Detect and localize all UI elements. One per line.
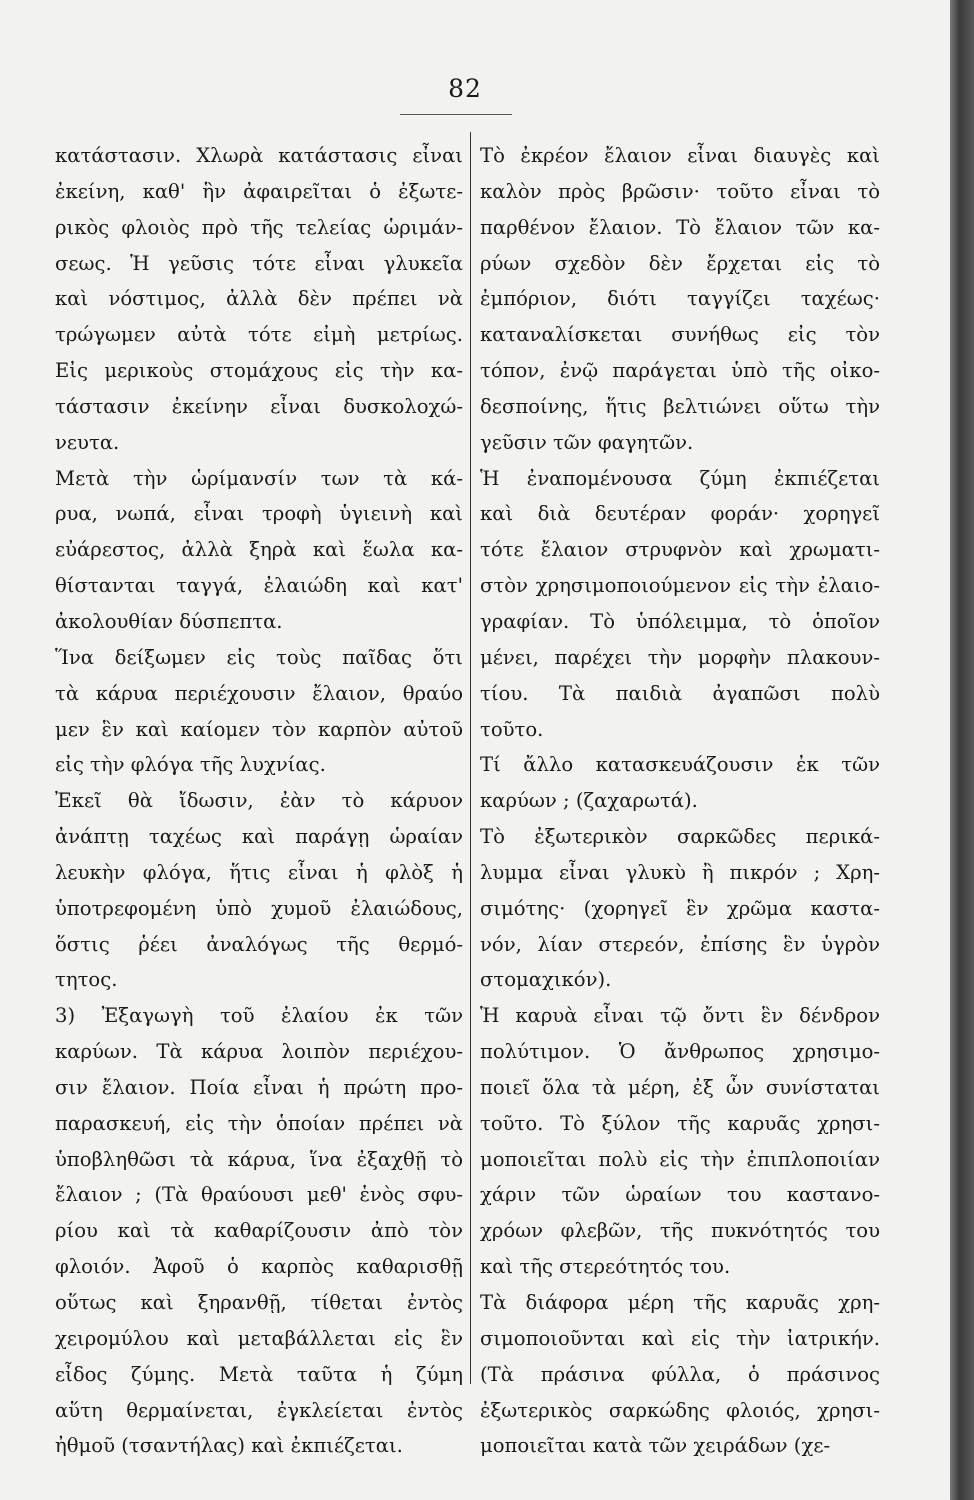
text-line: σιμότης· (χορηγεῖ ἓν χρῶμα καστα-	[480, 896, 880, 920]
text-line: ρυα, νωπά, εἶναι τροφὴ ὑγιεινὴ καὶ	[55, 502, 463, 526]
text-line: ποιεῖ ὅλα τὰ μέρη, ἐξ ὧν συνίσταται	[480, 1075, 880, 1099]
text-line: λυμμα εἶναι γλυκὺ ἢ πικρόν ; Χρη-	[480, 860, 880, 884]
text-line: μεν ἓν καὶ καίομεν τὸν καρπὸν αὐτοῦ	[55, 717, 463, 741]
text-line: ρίου καὶ τὰ καθαρίζουσιν ἀπὸ τὸν	[55, 1219, 463, 1243]
text-line: καλὸν πρὸς βρῶσιν· τοῦτο εἶναι τὸ	[480, 179, 880, 203]
text-line: Ἡ ἐναπομένουσα ζύμη ἐκπιέζεται	[480, 466, 880, 490]
text-line: πολύτιμον. Ὁ ἄνθρωπος χρησιμο-	[480, 1040, 880, 1064]
text-line: Ἐκεῖ θὰ ἴδωσιν, ἐὰν τὸ κάρυον	[55, 789, 463, 813]
text-line: τοῦτο.	[480, 717, 544, 741]
text-line: Ἵνα δείξωμεν εἰς τοὺς παῖδας ὅτι	[55, 645, 463, 669]
text-line: τοῦτο. Τὸ ξύλον τῆς καρυᾶς χρησι-	[480, 1111, 880, 1135]
text-line: Τὸ ἐξωτερικὸν σαρκῶδες περικά-	[480, 825, 880, 849]
text-line: ἐξωτερικὸς σαρκώδης φλοιός, χρησι-	[480, 1398, 880, 1422]
text-line: 3) Ἐξαγωγὴ τοῦ ἐλαίου ἐκ τῶν	[55, 1004, 463, 1028]
text-line: (Τὰ πράσινα φύλλα, ὁ πράσινος	[480, 1362, 880, 1386]
text-line: θίστανται ταγγά, ἐλαιώδη καὶ κατ'	[55, 574, 463, 598]
text-line: νόν, λίαν στερεόν, ἐπίσης ἓν ὑγρὸν	[480, 932, 880, 956]
text-line: μοποιεῖται κατὰ τῶν χειράδων (χε-	[480, 1434, 831, 1458]
text-line: λευκὴν φλόγα, ἥτις εἶναι ἡ φλὸξ ἡ	[55, 860, 463, 884]
text-line: ἔλαιον ; (Τὰ θραύουσι μεθ' ἑνὸς σφυ-	[55, 1183, 463, 1207]
text-line: Τὰ διάφορα μέρη τῆς καρυᾶς χρη-	[480, 1291, 880, 1314]
text-line: νευτα.	[55, 430, 120, 454]
text-line: γραφίαν. Τὸ ὑπόλειμμα, τὸ ὁποῖον	[480, 609, 880, 633]
text-line: ὅστις ῥέει ἀναλόγως τῆς θερμό-	[55, 932, 463, 956]
text-line: καὶ διὰ δευτέραν φοράν· χορηγεῖ	[480, 502, 880, 526]
text-line: τότε ἔλαιον στρυφνὸν καὶ χρωματι-	[480, 538, 880, 562]
text-line: τρώγωμεν αὐτὰ τότε εἰμὴ μετρίως.	[55, 323, 463, 347]
text-line: Μετὰ τὴν ὡρίμανσίν των τὰ κά-	[55, 466, 463, 490]
text-line: ρύων σχεδὸν δὲν ἔρχεται εἰς τὸ	[480, 251, 880, 275]
text-line: καὶ τῆς στερεότητός του.	[480, 1255, 731, 1279]
column-divider	[470, 132, 471, 1384]
text-line: καρύων. Τὰ κάρυα λοιπὸν περιέχου-	[55, 1040, 463, 1064]
right-column	[480, 138, 880, 1464]
text-line: χάριν τῶν ὡραίων του καστανο-	[480, 1183, 880, 1207]
text-line: ὑποβληθῶσι τὰ κάρυα, ἵνα ἐξαχθῇ τὸ	[55, 1147, 463, 1171]
text-line: καταναλίσκεται συνήθως εἰς τὸν	[480, 323, 880, 347]
page-number: 82	[448, 74, 482, 103]
text-line: τόπον, ἐνῷ παράγεται ὑπὸ τῆς οἰκο-	[480, 359, 880, 383]
text-line: ἀκολουθίαν δύσπεπτα.	[55, 609, 283, 633]
text-line: γεῦσιν τῶν φαγητῶν.	[480, 430, 694, 454]
text-line: Τὸ ἐκρέον ἔλαιον εἶναι διαυγὲς καὶ	[480, 144, 880, 167]
text-line: ἐκείνη, καθ' ἣν ἀφαιρεῖται ὁ ἐξωτε-	[55, 179, 463, 203]
text-line: τὰ κάρυα περιέχουσιν ἔλαιον, θραύο	[55, 681, 463, 705]
text-line: ὑποτρεφομένη ὑπὸ χυμοῦ ἐλαιώδους,	[55, 896, 463, 920]
header-rule	[400, 114, 512, 115]
text-line: Εἰς μερικοὺς στομάχους εἰς τὴν κα-	[55, 359, 463, 383]
text-line: ἐμπόριον, διότι ταγγίζει ταχέως·	[480, 287, 880, 311]
text-line: καὶ νόστιμος, ἀλλὰ δὲν πρέπει νὰ	[55, 287, 463, 311]
text-line: οὕτως καὶ ξηρανθῇ, τίθεται ἐντὸς	[55, 1291, 463, 1314]
text-line: μοποιεῖται πολὺ εἰς τὴν ἐπιπλοποιίαν	[480, 1147, 880, 1171]
text-line: εἰς τὴν φλόγα τῆς λυχνίας.	[55, 753, 326, 777]
book-spine-shadow	[950, 0, 974, 1500]
text-line: σεως. Ἡ γεῦσις τότε εἶναι γλυκεῖα	[55, 251, 463, 275]
text-line: Ἡ καρυὰ εἶναι τῷ ὄντι ἓν δένδρον	[480, 1004, 880, 1028]
text-line: αὕτη θερμαίνεται, ἐγκλείεται ἐντὸς	[55, 1398, 463, 1422]
left-column	[55, 138, 463, 1464]
text-line: ἠθμοῦ (τσαντήλας) καὶ ἐκπιέζεται.	[55, 1434, 403, 1458]
text-line: ἀνάπτῃ ταχέως καὶ παράγῃ ὡραίαν	[55, 825, 463, 849]
text-line: στὸν χρησιμοποιούμενον εἰς τὴν ἐλαιο-	[480, 574, 880, 598]
text-line: εἶδος ζύμης. Μετὰ ταῦτα ἡ ζύμη	[55, 1362, 463, 1386]
text-line: τητος.	[55, 968, 118, 992]
text-line: παρθένον ἔλαιον. Τὸ ἔλαιον τῶν κα-	[480, 215, 880, 239]
text-line: κατάστασιν. Χλωρὰ κατάστασις εἶναι	[55, 144, 463, 167]
text-line: σιμοποιοῦνται καὶ εἰς τὴν ἰατρικήν.	[480, 1326, 880, 1350]
text-line: μένει, παρέχει τὴν μορφὴν πλακουν-	[480, 645, 880, 669]
text-line: σιν ἔλαιον. Ποία εἶναι ἡ πρώτη προ-	[55, 1075, 463, 1099]
text-line: παρασκευή, εἰς τὴν ὁποίαν πρέπει νὰ	[55, 1111, 463, 1135]
text-line: φλοιόν. Ἀφοῦ ὁ καρπὸς καθαρισθῇ	[55, 1255, 463, 1279]
text-line: στομαχικόν).	[480, 968, 612, 992]
text-line: δεσποίνης, ἥτις βελτιώνει οὕτω τὴν	[480, 394, 880, 418]
text-line: τάστασιν ἐκείνην εἶναι δυσκολοχώ-	[55, 394, 463, 418]
text-line: ρικὸς φλοιὸς πρὸ τῆς τελείας ὡριμάν-	[55, 215, 463, 239]
text-line: καρύων ; (ζαχαρωτά).	[480, 789, 698, 813]
text-line: χειρομύλου καὶ μεταβάλλεται εἰς ἓν	[55, 1326, 463, 1350]
text-line: εὐάρεστος, ἀλλὰ ξηρὰ καὶ ἕωλα κα-	[55, 538, 463, 562]
text-line: τίου. Τὰ παιδιὰ ἀγαπῶσι πολὺ	[480, 681, 880, 705]
text-line: χρόων φλεβῶν, τῆς πυκνότητός του	[480, 1219, 880, 1243]
text-line: Τί ἄλλο κατασκευάζουσιν ἐκ τῶν	[480, 753, 880, 777]
